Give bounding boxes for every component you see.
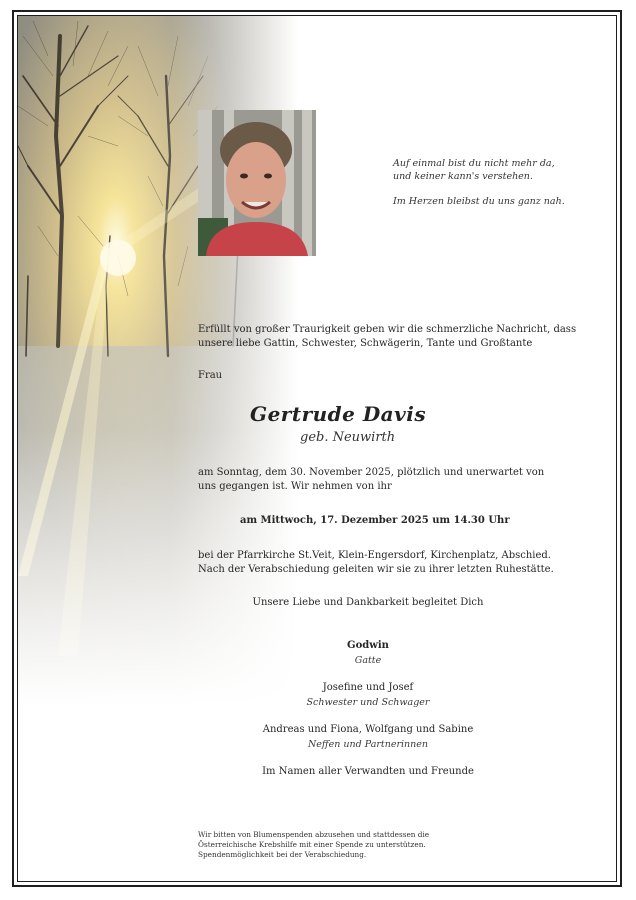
death-notice-line-1: am Sonntag, dem 30. November 2025, plötzlich und unerwartet von (198, 467, 545, 478)
poem-line: Auf einmal bist du nicht mehr da, (393, 158, 555, 169)
mourner-relation: Neffen und Partnerinnen (307, 739, 429, 750)
poem-line: und keiner kann's verstehen. (393, 171, 533, 182)
intro-line-1: Erfüllt von großer Traurigkeit geben wir die schmerzliche Nachricht, dass (198, 324, 577, 335)
donation-note-line: Österreichische Krebshilfe mit einer Spende zu unterstützen. (198, 840, 426, 849)
mourner-names: Andreas und Fiona, Wolfgang und Sabine (262, 724, 474, 735)
salutation: Frau (198, 370, 223, 381)
mourner-relation: Schwester und Schwager (306, 697, 430, 708)
maiden-name: geb. Neuwirth (300, 430, 396, 445)
mourner-names: Godwin (347, 640, 389, 651)
closing-line: Unsere Liebe und Dankbarkeit begleitet Dich (252, 597, 484, 608)
deceased-name: Gertrude Davis (250, 402, 427, 426)
donation-note-line: Wir bitten von Blumenspenden abzusehen und stattdessen die (198, 830, 430, 839)
poem (393, 157, 603, 208)
donation-note (198, 830, 429, 860)
portrait-photo (198, 110, 316, 256)
intro-line-2: unsere liebe Gattin, Schwester, Schwägerin, Tante und Großtante (198, 338, 533, 349)
service-date: am Mittwoch, 17. Dezember 2025 um 14.30 Uhr (240, 515, 510, 526)
farewell-line-1: bei der Pfarrkirche St.Veit, Klein-Engersdorf, Kirchenplatz, Abschied. (198, 550, 551, 561)
poem-line: Im Herzen bleibst du uns ganz nah. (393, 196, 565, 207)
farewell-line-2: Nach der Verabschiedung geleiten wir sie zu ihrer letzten Ruhestätte. (198, 564, 554, 575)
mourner-names: Josefine und Josef (322, 682, 414, 693)
donation-note-line: Spendenmöglichkeit bei der Verabschiedung. (198, 850, 367, 859)
all-relatives-line: Im Namen aller Verwandten und Freunde (262, 766, 474, 777)
death-notice-line-2: uns gegangen ist. Wir nehmen von ihr (198, 481, 392, 492)
mourner-relation: Gatte (354, 655, 382, 666)
